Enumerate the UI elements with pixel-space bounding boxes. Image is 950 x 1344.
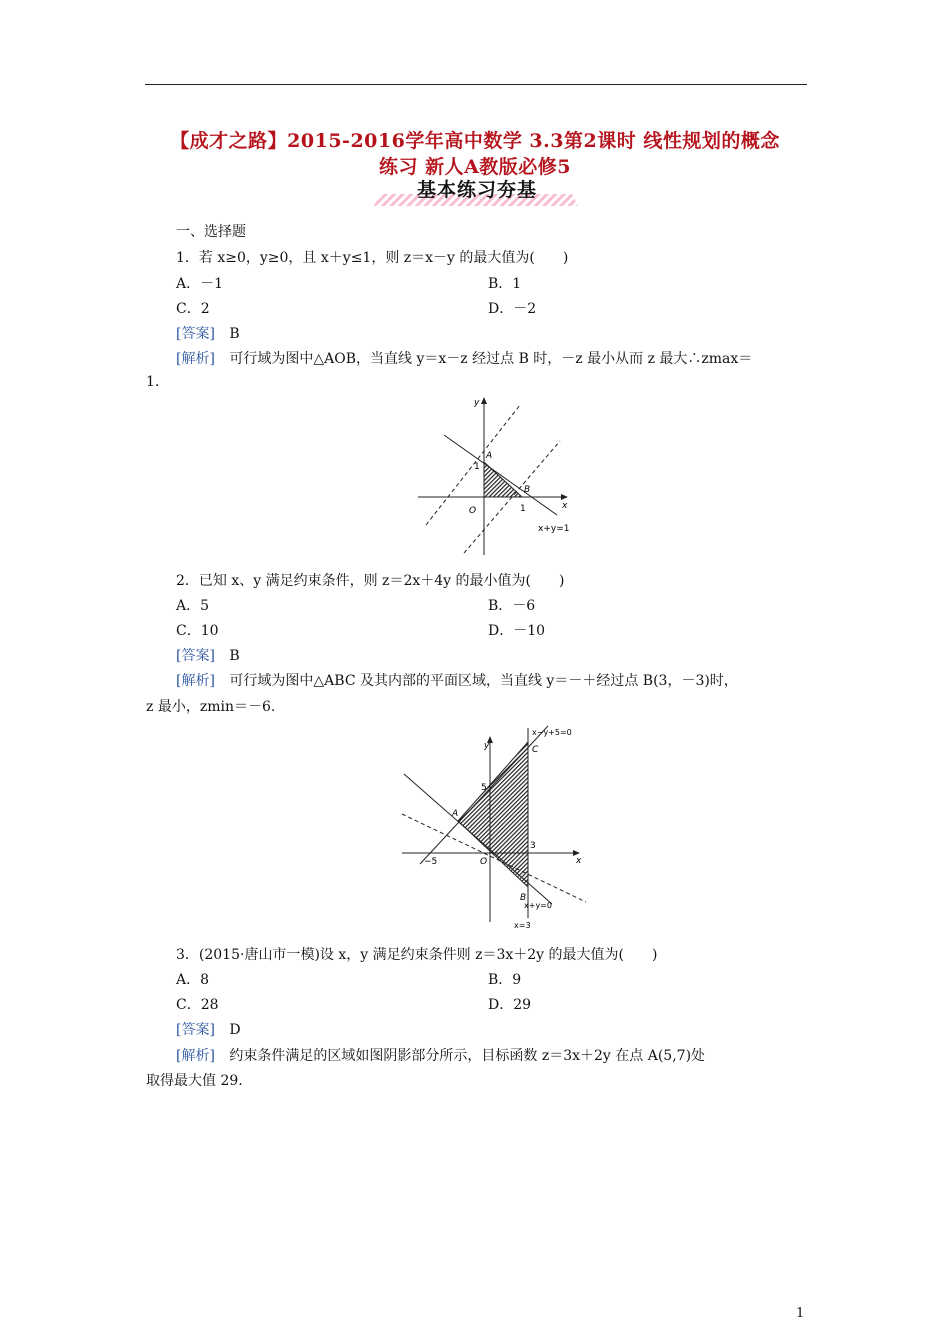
q3-stem: 3．(2015·唐山市一模)设 x，y 满足约束条件则 z＝3x＋2y 的最大值为( ): [176, 947, 658, 963]
label-1-y: 1: [474, 462, 480, 472]
label-A: A: [486, 451, 493, 461]
label-3: 3: [530, 841, 536, 851]
analysis-tag: [解析]: [176, 1048, 215, 1064]
answer-value: B: [229, 326, 240, 342]
analysis-tag: [解析]: [176, 351, 215, 367]
q1-option-b: B．1: [488, 276, 522, 292]
label-O: O: [480, 857, 488, 867]
doc-title-line1: 【成才之路】2015-2016学年高中数学 3.3第2课时 线性规划的概念: [170, 130, 780, 152]
label-B: B: [524, 485, 531, 495]
analysis-text: 约束条件满足的区域如图阴影部分所示，目标函数 z＝3x＋2y 在点 A(5,7)处: [229, 1048, 706, 1064]
q3-analysis-cont: 取得最大值 29.: [146, 1073, 243, 1089]
q1-answer: [176, 323, 240, 343]
figure-1: [412, 395, 582, 560]
feasible-region: [458, 742, 528, 887]
q2-stem: 2．已知 x、y 满足约束条件，则 z＝2x＋4y 的最小值为( ): [176, 573, 565, 589]
q2-option-a: A．5: [176, 598, 210, 614]
answer-tag: [答案]: [176, 326, 215, 342]
doc-title-line2: 练习 新人A教版必修5: [378, 156, 572, 178]
q1-option-d: D．－2: [488, 301, 537, 317]
q2-option-c: C．10: [176, 623, 219, 639]
label-5: 5: [481, 783, 487, 793]
label-line2: x+y=0: [524, 901, 552, 910]
label-A: A: [452, 809, 459, 819]
label-neg5: −5: [424, 857, 438, 867]
q3-analysis: [176, 1045, 705, 1065]
line-x-plus-y-eq-0: [404, 774, 552, 904]
q1-option-c: C．2: [176, 301, 210, 317]
label-B: B: [520, 893, 527, 903]
label-C: C: [532, 745, 539, 755]
q3-option-c: C．28: [176, 997, 219, 1013]
q1-option-a: A．－1: [176, 276, 224, 292]
section-banner: 基本练习夯基: [416, 179, 537, 201]
section-heading: 一、选择题: [176, 224, 246, 240]
analysis-text: 可行域为图中△AOB，当直线 y＝x－z 经过点 B 时，－z 最小从而 z 最大∴zmax＝: [229, 351, 753, 367]
label-x: x: [562, 501, 568, 511]
q3-answer: [176, 1019, 241, 1039]
q1-stem: 1．若 x≥0，y≥0，且 x＋y≤1，则 z＝x－y 的最大值为( ): [176, 250, 569, 266]
q2-option-b: B．－6: [488, 598, 536, 614]
answer-value: B: [229, 648, 240, 664]
q3-option-a: A．8: [176, 972, 210, 988]
answer-tag: [答案]: [176, 1022, 215, 1038]
answer-value: D: [229, 1022, 241, 1038]
q3-option-b: B．9: [488, 972, 522, 988]
q2-analysis-cont: z 最小，zmin＝－6.: [146, 699, 276, 715]
label-x: x: [576, 856, 582, 866]
label-O: O: [469, 506, 477, 516]
label-y: y: [484, 741, 490, 751]
header-rule: [145, 84, 807, 85]
line-x-plus-y-eq-1: [444, 435, 557, 515]
analysis-tag: [解析]: [176, 673, 215, 689]
label-line1: x−y+5=0: [532, 728, 572, 737]
q2-answer: [176, 645, 240, 665]
q2-analysis: [176, 670, 738, 690]
q2-option-d: D．－10: [488, 623, 546, 639]
analysis-text: 可行域为图中△ABC 及其内部的平面区域，当直线 y＝－＋经过点 B(3，－3)时，: [229, 673, 738, 689]
label-line: x+y=1: [538, 524, 570, 534]
answer-tag: [答案]: [176, 648, 215, 664]
q1-analysis: [176, 348, 752, 368]
page-number: 1: [796, 1306, 805, 1321]
figure-2: [396, 722, 596, 934]
label-1-x: 1: [520, 504, 526, 514]
q3-option-d: D．29: [488, 997, 532, 1013]
q1-analysis-cont: 1.: [146, 374, 160, 390]
label-y: y: [474, 398, 480, 408]
label-line3: x=3: [514, 921, 531, 930]
